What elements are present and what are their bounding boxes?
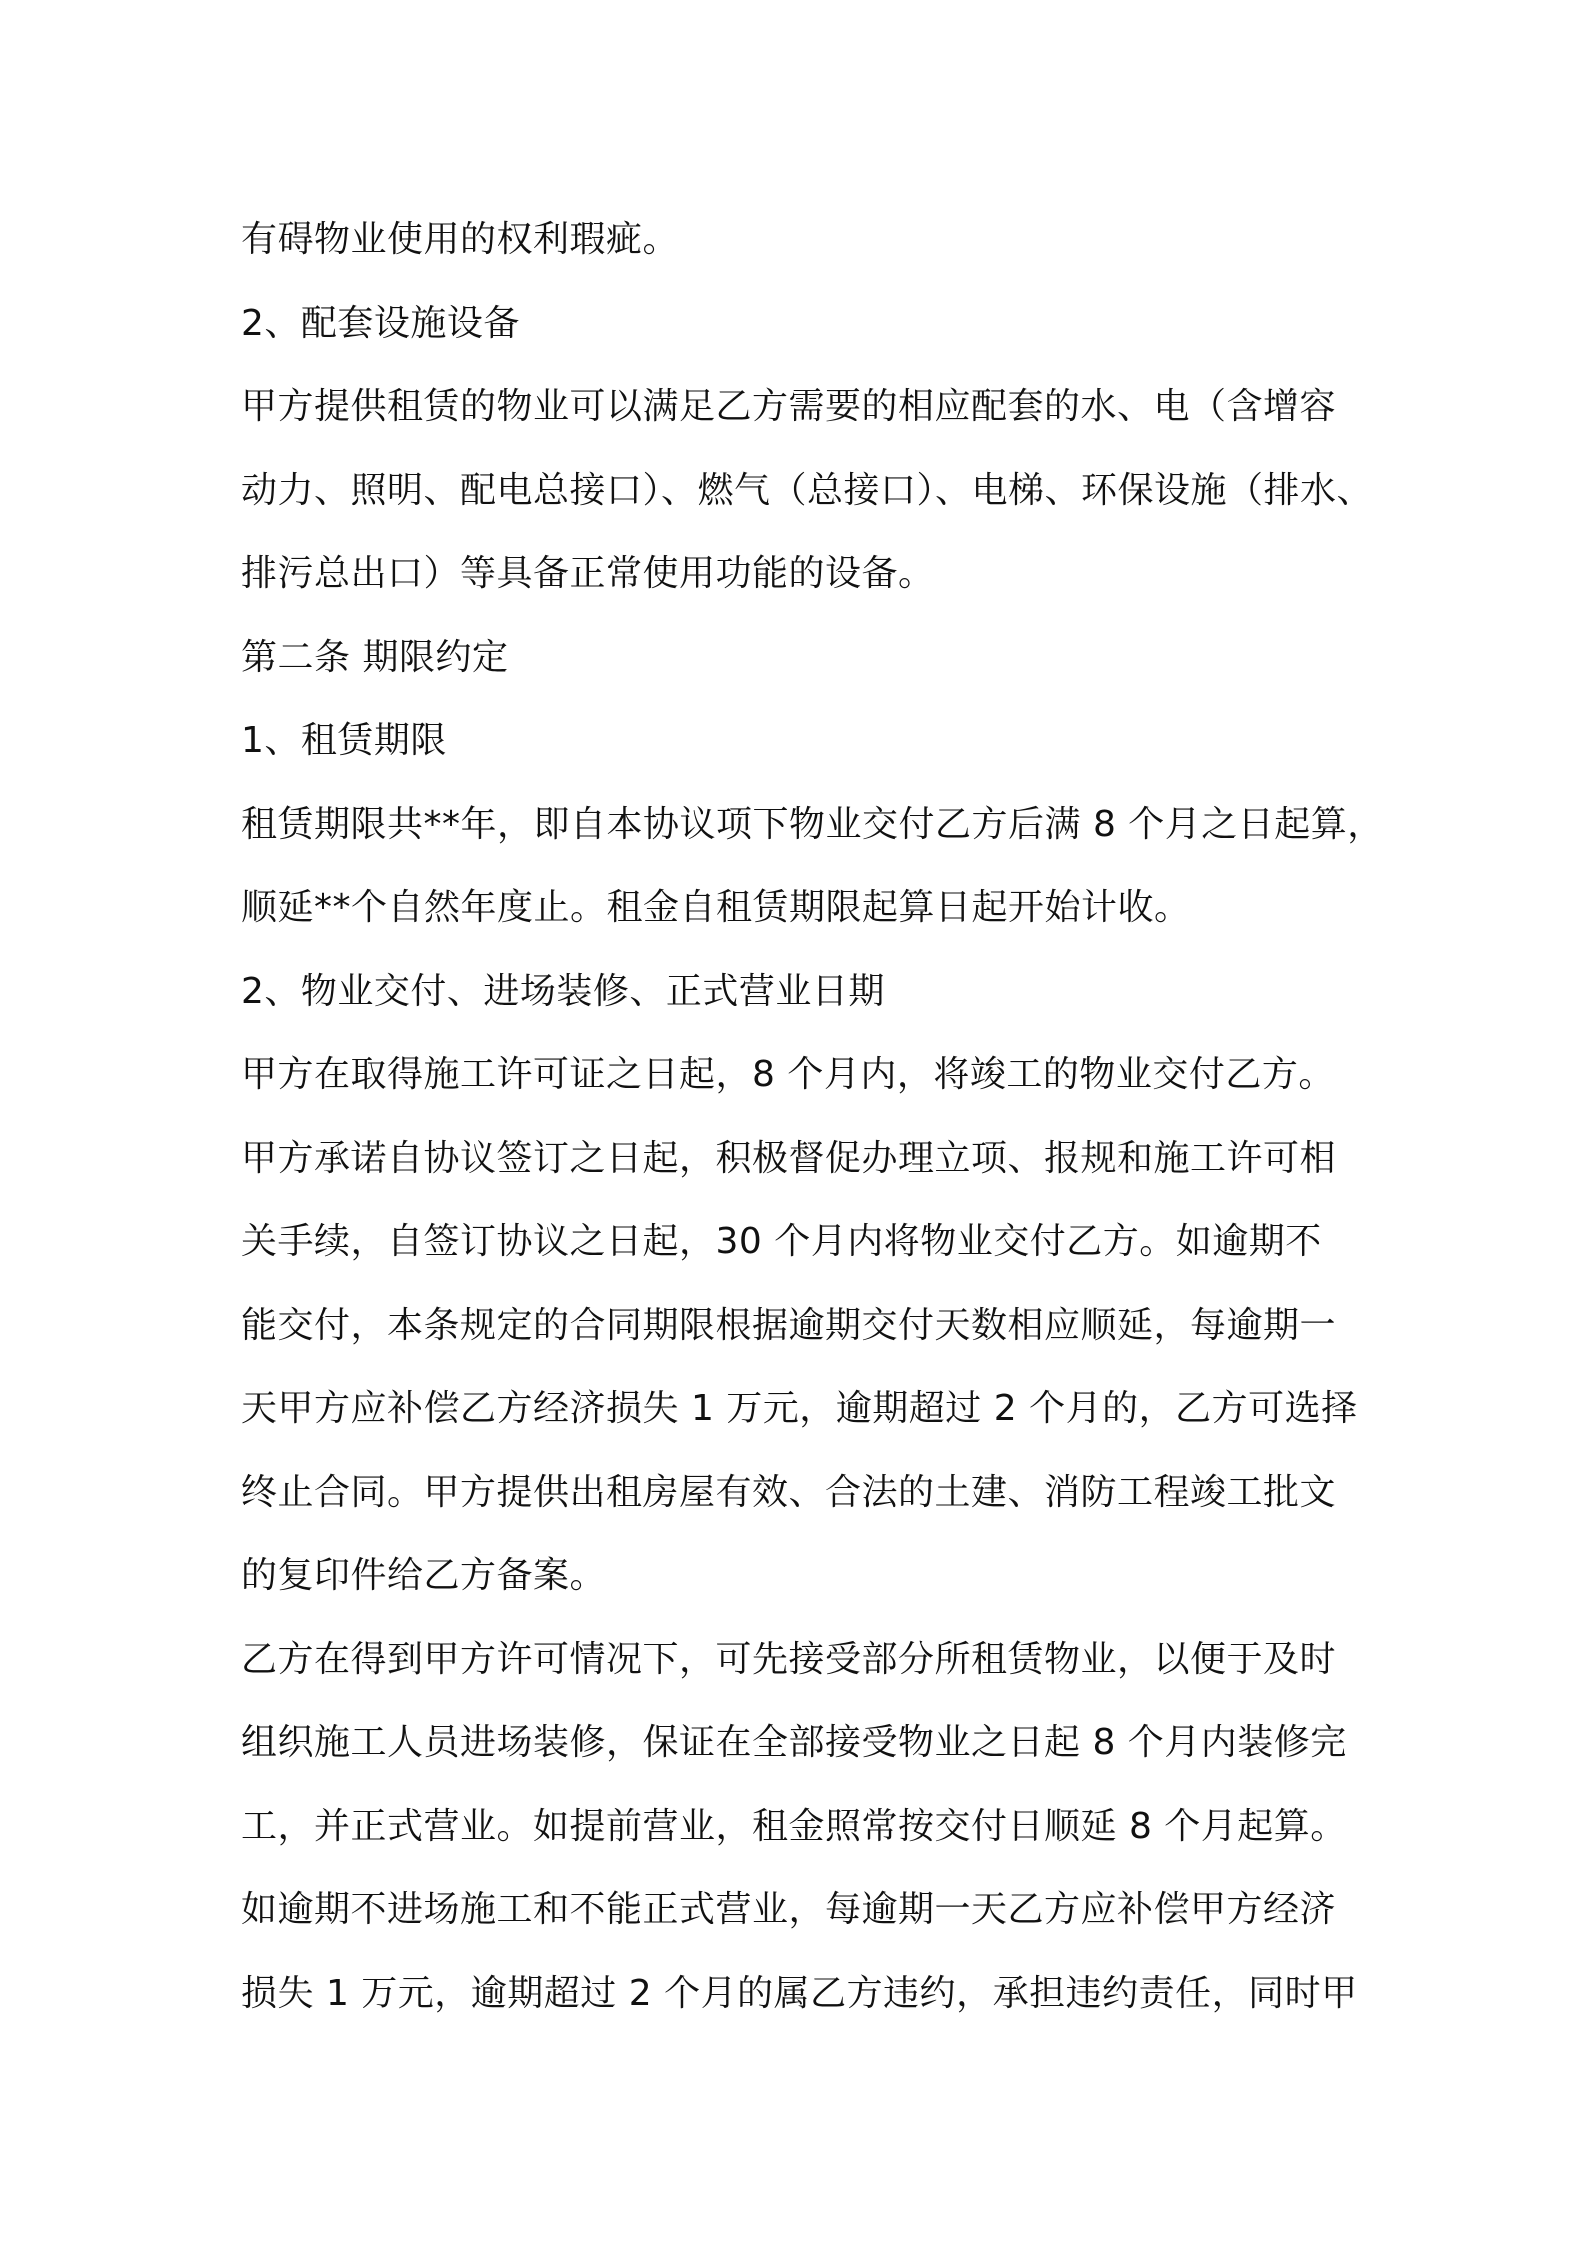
text-line: 甲方提供租赁的物业可以满足乙方需要的相应配套的水、电（含增容 [241, 386, 1337, 427]
text-line: 有碍物业使用的权利瑕疵。 [241, 219, 680, 260]
text-line: 损失 1 万元，逾期超过 2 个月的属乙方违约，承担违约责任，同时甲 [241, 1972, 1358, 2014]
text-line: 终止合同。甲方提供出租房屋有效、合法的土建、消防工程竣工批文 [241, 1471, 1337, 1513]
text-line: 排污总出口）等具备正常使用功能的设备。 [241, 553, 935, 594]
text-line: 天甲方应补偿乙方经济损失 1 万元，逾期超过 2 个月的，乙方可选择 [241, 1388, 1358, 1429]
document-body [241, 198, 1384, 2035]
section-heading: 2、物业交付、进场装修、正式营业日期 [241, 970, 885, 1012]
text-line: 动力、照明、配电总接口）、燃气（总接口）、电梯、环保设施（排水、 [241, 469, 1374, 511]
section-heading: 1、租赁期限 [241, 720, 447, 761]
text-line: 乙方在得到甲方许可情况下，可先接受部分所租赁物业，以便于及时 [241, 1638, 1337, 1680]
text-line: 工，并正式营业。如提前营业，租金照常按交付日顺延 8 个月起算。 [241, 1805, 1347, 1847]
text-line: 能交付，本条规定的合同期限根据逾期交付天数相应顺延，每逾期一 [241, 1304, 1337, 1346]
text-line: 如逾期不进场施工和不能正式营业，每逾期一天乙方应补偿甲方经济 [241, 1889, 1337, 1930]
section-heading: 2、配套设施设备 [241, 302, 520, 344]
text-line: 甲方在取得施工许可证之日起，8 个月内，将竣工的物业交付乙方。 [241, 1054, 1335, 1095]
text-line: 的复印件给乙方备案。 [241, 1555, 607, 1596]
text-line: 租赁期限共**年，即自本协议项下物业交付乙方后满 8 个月之日起算， [241, 803, 1384, 845]
article-heading: 第二条 期限约定 [241, 636, 509, 678]
text-line: 组织施工人员进场装修，保证在全部接受物业之日起 8 个月内装修完 [241, 1722, 1347, 1763]
text-line: 甲方承诺自协议签订之日起，积极督促办理立项、报规和施工许可相 [241, 1137, 1337, 1179]
text-line: 关手续，自签订协议之日起，30 个月内将物业交付乙方。如逾期不 [241, 1221, 1322, 1262]
text-line: 顺延**个自然年度止。租金自租赁期限起算日起开始计收。 [241, 887, 1191, 928]
